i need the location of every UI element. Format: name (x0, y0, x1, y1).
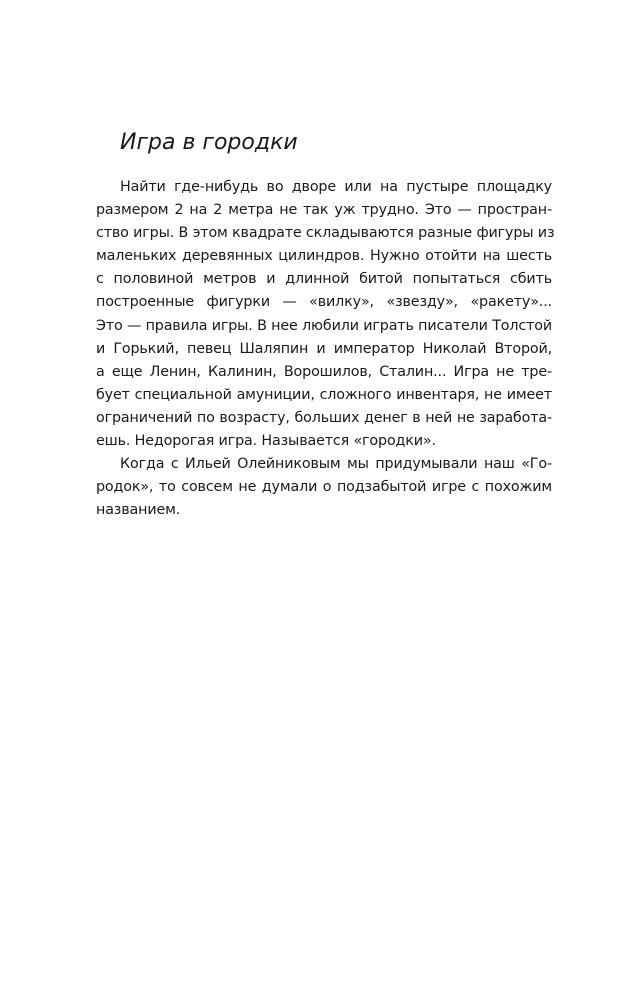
text-line: Найти где-нибудь во дворе или на пустыре площадку (120, 179, 552, 195)
paragraph-2 (96, 453, 552, 522)
paragraph-1 (96, 176, 555, 453)
text-line: названием. (96, 502, 181, 519)
text-line: Это — правила игры. В нее любили играть писатели Толстой (96, 317, 552, 334)
text-line: построенные фигурки — «вилку», «звезду», «ракету»... (96, 294, 552, 311)
text-line: с половиной метров и длинной битой попытаться сбить (96, 271, 552, 288)
text-line: размером 2 на 2 метра не так уж трудно. Это — простран- (96, 202, 552, 219)
text-line: ство игры. В этом квадрате складываются разные фигуры из (96, 225, 555, 242)
body-text (96, 176, 555, 522)
text-line: а еще Ленин, Калинин, Ворошилов, Сталин... Игра не тре- (96, 363, 552, 380)
chapter-title: Игра в городки (120, 130, 298, 155)
text-line: ограничений по возрасту, больших денег в ней не заработа- (96, 409, 552, 426)
text-line: бует специальной амуниции, сложного инвентаря, не имеет (96, 386, 552, 403)
text-line: и Горький, певец Шаляпин и император Николай Второй, (96, 340, 552, 357)
text-line: родок», то совсем не думали о подзабытой игре с похожим (96, 479, 552, 496)
text-line: ешь. Недорогая игра. Называется «городки». (96, 433, 436, 450)
text-line: маленьких деревянных цилиндров. Нужно отойти на шесть (96, 248, 552, 265)
text-line: Когда с Ильей Олейниковым мы придумывали наш «Го- (120, 456, 552, 473)
